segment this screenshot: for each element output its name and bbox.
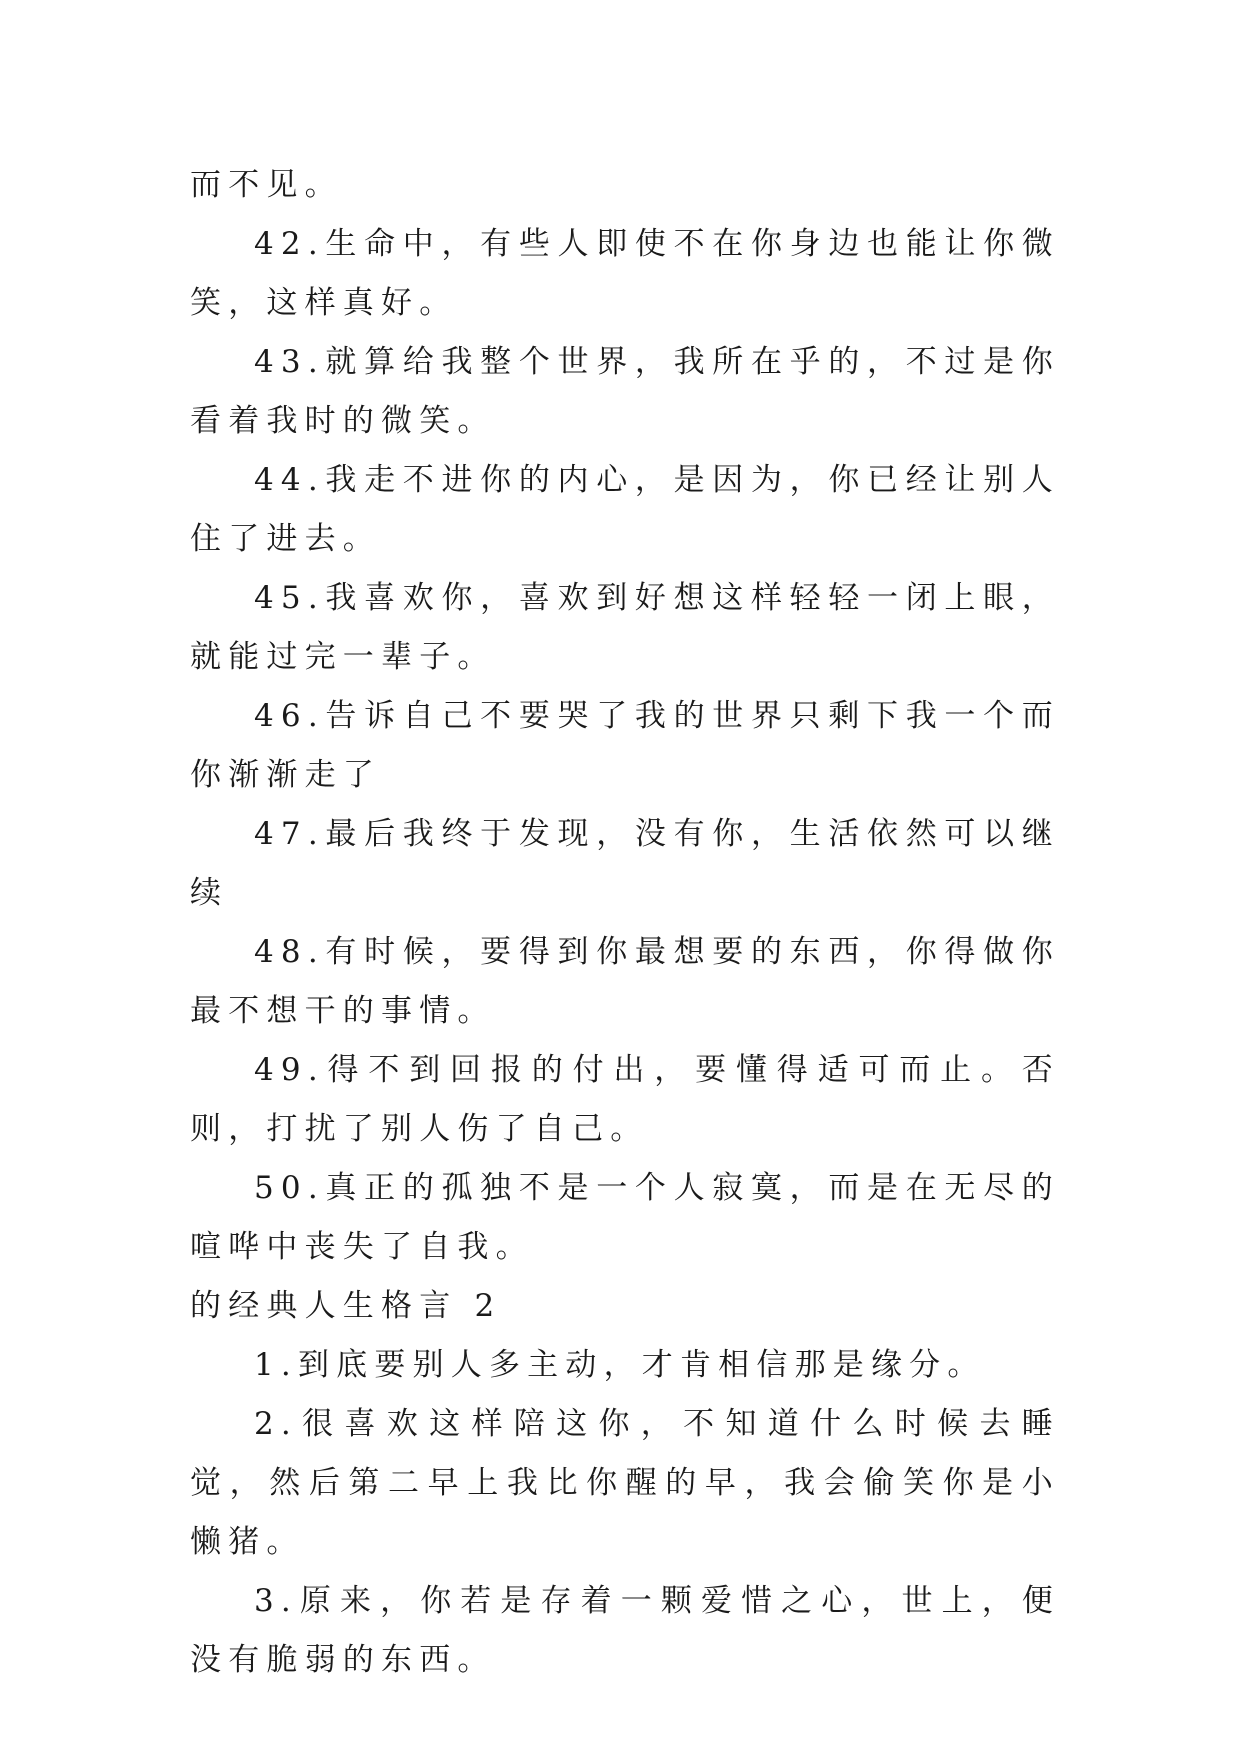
section-heading: 的经典人生格言 2 — [190, 1288, 502, 1324]
paragraph-item-45: 45.我喜欢你，喜欢到好想这样轻轻一闭上眼，就能过完一辈子。 — [190, 580, 1060, 675]
paragraph-item-49: 49.得不到回报的付出，要懂得适可而止。否则，打扰了别人伤了自己。 — [190, 1052, 1060, 1147]
paragraph-item-43: 43.就算给我整个世界，我所在乎的，不过是你看着我时的微笑。 — [190, 344, 1060, 439]
paragraph-continuation: 而不见。 — [190, 167, 343, 203]
paragraph-item-48: 48.有时候，要得到你最想要的东西，你得做你最不想干的事情。 — [190, 934, 1060, 1029]
paragraph-item-42: 42.生命中，有些人即使不在你身边也能让你微笑，这样真好。 — [190, 226, 1060, 321]
paragraph-item-47: 47.最后我终于发现，没有你，生活依然可以继续 — [190, 816, 1060, 911]
paragraph-item-44: 44.我走不进你的内心，是因为，你已经让别人住了进去。 — [190, 462, 1060, 557]
paragraph-item-50: 50.真正的孤独不是一个人寂寞，而是在无尽的喧哗中丧失了自我。 — [190, 1170, 1060, 1265]
paragraph-item-2: 2.很喜欢这样陪这你，不知道什么时候去睡觉，然后第二早上我比你醒的早，我会偷笑你是小懒猪。 — [190, 1406, 1060, 1560]
paragraph-item-46: 46.告诉自己不要哭了我的世界只剩下我一个而你渐渐走了 — [190, 698, 1060, 793]
paragraph-item-1: 1.到底要别人多主动，才肯相信那是缘分。 — [254, 1347, 986, 1383]
document-body — [190, 156, 1060, 1690]
paragraph-item-3: 3.原来，你若是存着一颗爱惜之心，世上，便没有脆弱的东西。 — [190, 1583, 1060, 1678]
